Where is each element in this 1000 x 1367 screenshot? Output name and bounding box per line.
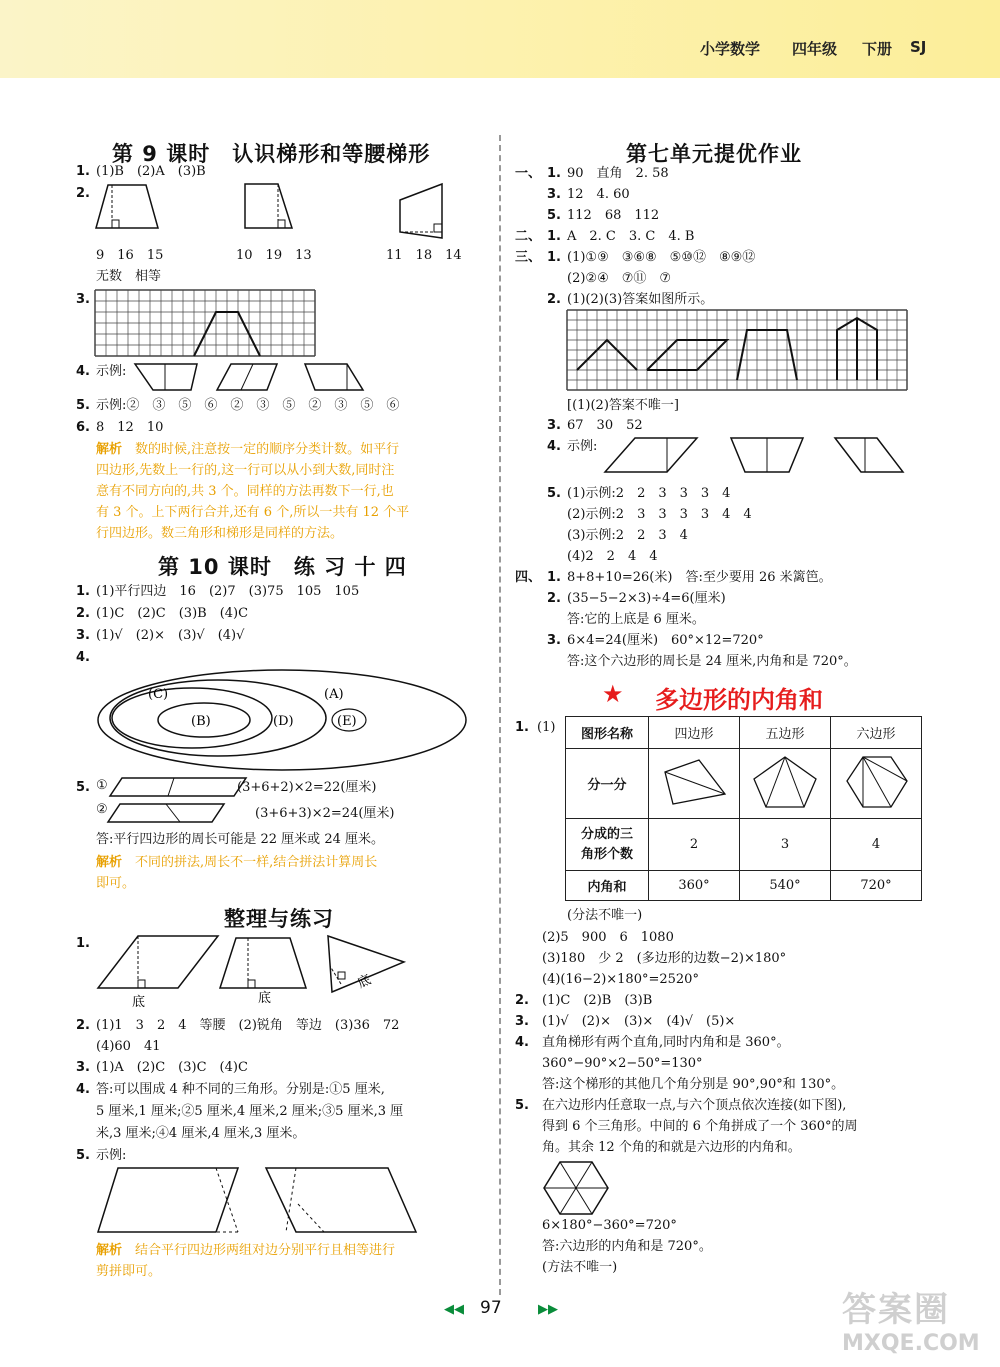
triangle-count: 2 [649,819,740,871]
polygon-note: (分法不唯一) [567,908,643,923]
unit7-s1-c: 112 68 112 [567,208,660,223]
unit7-s1-a: 90 直角 2. 58 [567,166,669,181]
lesson9-explanation: 解析 数的时候,注意按一定的顺序分类计数。如平行 四边形,先数上一行的,这一行可以从小到大数,同时注 意有不同方向的,共 3 个。同样的方法再数下一行,也 有 3 个。上下两行合并,还有 6 个,所以一共有 12 个平 行四边形。数三角形和梯形是同样的方法。 [96,442,410,541]
lesson10-title: 第 10 课时 练 习 十 四 [158,555,407,579]
review-q4-line3: 米,3 厘米;④4 厘米,4 厘米,3 厘米。 [96,1126,306,1141]
unit7-s4-3a: 6×4=24(厘米) 60°×12=720° [567,633,764,648]
table-row-label: 分一分 [566,749,649,819]
q2-nums-c: 11 18 14 [386,248,462,263]
star-icon: ★ [602,680,624,708]
q-number: 3. [515,1014,529,1029]
q-number: 1. [76,164,90,179]
q-number: 6. [76,420,90,435]
height-base-figures [98,932,418,1012]
lesson10-q1: (1)平行四边 16 (2)7 (3)75 105 105 [96,584,360,599]
unit7-s2: A 2. C 3. C 4. B [567,229,695,244]
venn-ellipses [96,668,496,773]
next-page-icon[interactable]: ▶▶ [538,1302,558,1317]
section-label: 四、 [515,570,542,585]
polygon-q4-b: 360°−90°×2−50°=130° [542,1056,703,1071]
q-number: 1. [547,570,561,585]
header-volume: 下册 [862,40,893,58]
q-number: 2. [547,292,561,307]
explain-label: 解析 [96,442,123,457]
q-number: 3. [547,633,561,648]
review-q2b: (4)60 41 [96,1039,161,1054]
q-number: 4. [76,1082,90,1097]
unit7-s3-2: (1)(2)(3)答案如图所示。 [567,292,714,307]
polygon-q1-4: (4)(16−2)×180°=2520° [542,972,699,987]
q-number: 5. [76,1148,90,1163]
q2-nums-b: 10 19 13 [236,248,312,263]
circled-1: ① [96,778,108,793]
venn-label-d: (D) [273,714,294,729]
unit7-s3-5c: (3)示例:2 2 3 4 [567,528,688,543]
triangle-count: 3 [740,819,831,871]
unit7-s3-2-note: [(1)(2)答案不唯一] [567,398,679,413]
q-number: 2. [76,606,90,621]
triangle-count: 4 [831,819,922,871]
q5-calc-a: (3+6+2)×2=22(厘米) [237,780,377,795]
q-number: 4. [515,1035,529,1050]
grid-trapezoid [95,290,317,357]
polygon-q5-b: 得到 6 个三角形。中间的 6 个角拼成了一个 360°的周 [542,1119,858,1134]
cut-paste-parallelograms [98,1164,428,1236]
column-divider [499,135,501,1295]
page-number: 97 [480,1298,502,1318]
unit7-s3-5d: (4)2 2 4 4 [567,549,658,564]
table-header: 四边形 [649,717,740,749]
q-number: 2. [76,1018,90,1033]
unit7-s3-4: 示例: [567,439,598,454]
unit7-s1-b: 12 4. 60 [567,187,630,202]
q-number: 1. [547,166,561,181]
q-number: 4. [76,650,90,665]
q-number: 3. [547,187,561,202]
polygon-q4-c: 答:这个梯形的其他几个角分别是 90°,90°和 130°。 [542,1077,845,1092]
q-number: 1. [76,936,90,951]
q-number: 1. [76,584,90,599]
q-number: 5. [76,780,90,795]
unit7-s4-1: 8+8+10=26(米) 答:至少要用 26 米篱笆。 [567,570,832,585]
unit7-s3-5b: (2)示例:2 3 3 3 3 4 4 [567,507,752,522]
table-header: 图形名称 [566,717,649,749]
hexagon-center-figure [542,1160,612,1216]
explain-label: 解析 [96,1243,123,1258]
q-number: 1. [547,250,561,265]
unit7-s3-3: 67 30 52 [567,418,643,433]
polygon-angle-table [565,716,922,901]
unit7-s4-2b: 答:它的上底是 6 厘米。 [567,612,705,627]
polygon-q5-calc: 6×180°−360°=720° [542,1218,677,1233]
review-q2a: (1)1 3 2 4 等腰 (2)锐角 等边 (3)36 72 [96,1018,400,1033]
table-row-label: 分成的三 角形个数 [566,819,649,871]
polygon-q4-a: 直角梯形有两个直角,同时内角和是 360°。 [542,1035,790,1050]
q-number: 2. [76,186,90,201]
lesson9-title: 第 9 课时 认识梯形和等腰梯形 [112,142,431,166]
unit7-s3-1a: (1)①⑨ ③⑥⑧ ⑤⑩⑫ ⑧⑨⑫ [567,250,756,265]
table-header: 六边形 [831,717,922,749]
page-header [0,0,1000,78]
q-number: 4. [547,439,561,454]
prev-page-icon[interactable]: ◀◀ [444,1302,464,1317]
header-edition: SJ [910,38,927,56]
angle-sum: 720° [831,871,922,901]
q5-answer: 答:平行四边形的周长可能是 22 厘米或 24 厘米。 [96,832,384,847]
lesson10-explanation: 解析 不同的拼法,周长不一样,结合拼法计算周长 即可。 [96,855,378,891]
polygon-q1-3: (3)180 少 2 (多边形的边数−2)×180° [542,951,787,966]
watermark-logo: 答案圈 MXQE.COM [842,1290,980,1356]
q-number: 3. [76,292,90,307]
q2-tail: 无数 相等 [96,269,162,284]
composed-parallelograms [110,776,250,826]
unit7-s4-2a: (35−5−2×3)÷4=6(厘米) [567,591,726,606]
explain-label: 解析 [96,855,123,870]
polygon-q3: (1)√ (2)× (3)× (4)√ (5)× [542,1014,736,1029]
header-grade: 四年级 [792,40,838,58]
q-number: 5. [76,398,90,413]
unit7-s3-1b: (2)②④ ⑦⑪ ⑦ [567,271,672,286]
venn-label-a: (A) [324,687,344,702]
section-label: 二、 [515,229,542,244]
circled-2: ② [96,802,108,817]
section-label: 一、 [515,166,542,181]
review-q4-line1: 答:可以围成 4 种不同的三角形。分别是:①5 厘米, [96,1082,385,1097]
venn-label-b: (B) [191,714,211,729]
q-number: 1. [547,229,561,244]
venn-label-e: (E) [337,714,357,729]
venn-label-c: (C) [148,687,169,702]
q-number: 3. [76,1060,90,1075]
polygon-q5-note: (方法不唯一) [542,1260,618,1275]
q-number: 5. [547,208,561,223]
q-number: 5. [547,486,561,501]
unit7-s3-5a: (1)示例:2 2 3 3 3 4 [567,486,731,501]
polygon-q5-a: 在六边形内任意取一点,与六个顶点依次连接(如下图), [542,1098,847,1113]
polygon-q5-answer: 答:六边形的内角和是 720°。 [542,1239,712,1254]
base-label: 底 [355,972,374,992]
review-q4-line2: 5 厘米,1 厘米;②5 厘米,4 厘米,2 厘米;③5 厘米,3 厘 [96,1104,404,1119]
q-number: 3. [76,628,90,643]
review-title: 整理与练习 [224,907,334,931]
split-quadrilateral-figures [605,436,915,476]
unit7-s4-3b: 答:这个六边形的周长是 24 厘米,内角和是 720°。 [567,654,857,669]
angle-sum: 540° [740,871,831,901]
polygon-title: 多边形的内角和 [655,686,823,714]
lesson10-q2: (1)C (2)C (3)B (4)C [96,606,249,621]
q-number: 4. [76,364,90,379]
quadrilateral-split-figure [649,749,740,819]
angle-sum: 360° [649,871,740,901]
polygon-q2: (1)C (2)B (3)B [542,993,653,1008]
q2-nums-a: 9 16 15 [96,248,164,263]
polygon-q5-c: 角。其余 12 个角的和就是六边形的内角和。 [542,1140,801,1155]
q-number: 1. [515,720,529,735]
lesson10-q3: (1)√ (2)× (3)√ (4)√ [96,628,245,643]
grid-answer-figures [567,310,911,392]
q5-calc-b: (3+6+3)×2=24(厘米) [255,806,395,821]
polygon-q1-2: (2)5 900 6 1080 [542,930,674,945]
header-subject: 小学数学 [700,40,761,58]
review-q3: (1)A (2)C (3)C (4)C [96,1060,248,1075]
base-label: 底 [132,995,146,1010]
q-number: 5. [515,1098,529,1113]
lesson9-q4: 示例: [96,364,127,379]
review-q5: 示例: [96,1148,127,1163]
parallelogram-split-figures [135,360,385,394]
table-header: 五边形 [740,717,831,749]
lesson9-q6: 8 12 10 [96,420,164,435]
unit7-title: 第七单元提优作业 [626,142,802,166]
lesson9-q1: (1)B (2)A (3)B [96,164,206,179]
section-label: 三、 [515,250,542,265]
polygon-q1-label: (1) [537,720,556,735]
trapezoid-figures [90,180,490,240]
hexagon-split-figure [831,749,922,819]
pentagon-split-figure [740,749,831,819]
review-explanation: 解析 结合平行四边形两组对边分别平行且相等进行 剪拼即可。 [96,1243,396,1279]
q-number: 2. [547,591,561,606]
lesson9-q5: 示例:② ③ ⑤ ⑥ ② ③ ⑤ ② ③ ⑤ ⑥ [96,398,400,413]
table-row-label: 内角和 [566,871,649,901]
q-number: 3. [547,418,561,433]
q-number: 2. [515,993,529,1008]
base-label: 底 [258,991,272,1006]
